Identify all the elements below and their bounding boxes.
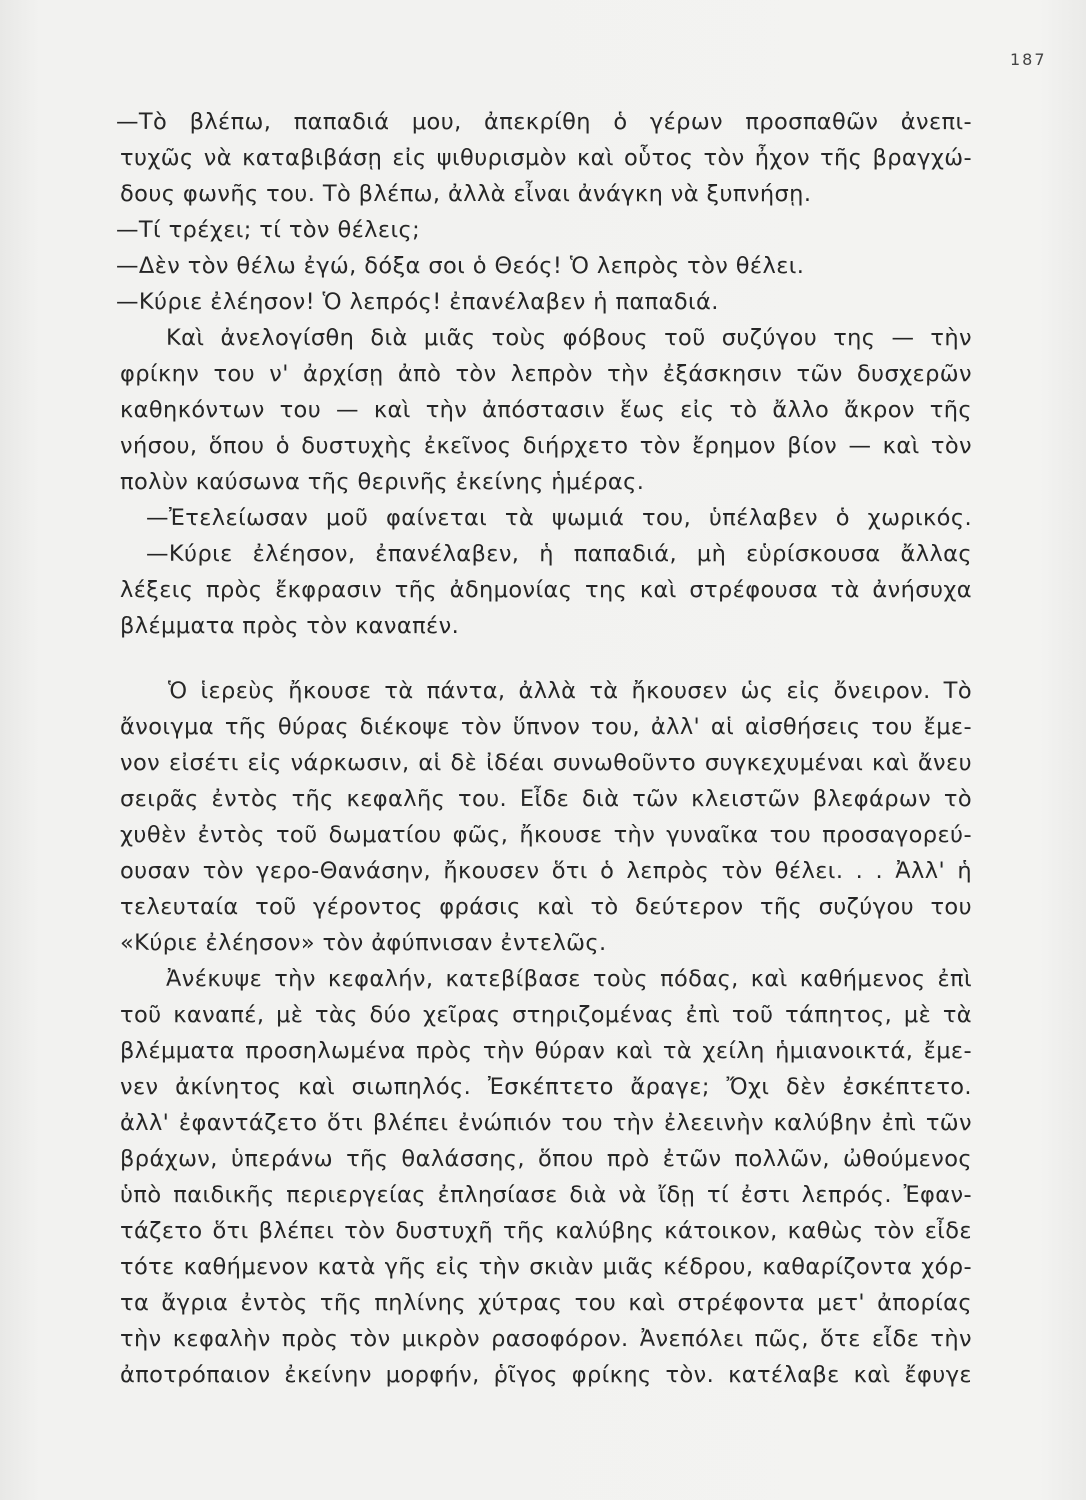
text-line: τυχῶς νὰ καταβιβάσῃ εἰς ψιθυρισμὸν καὶ οὗτος τὸν ἦχον τῆς βραγχώ- (120, 145, 972, 171)
text-line: καθηκόντων του — καὶ τὴν ἀπόστασιν ἕως εἰς τὸ ἄλλο ἄκρον τῆς (120, 397, 972, 423)
text-line: τότε καθήμενον κατὰ γῆς εἰς τὴν σκιὰν μιᾶς κέδρου, καθαρίζοντα χόρ- (120, 1254, 972, 1280)
text-line: τα ἄγρια ἐντὸς τῆς πηλίνης χύτρας του καὶ στρέφοντα μετ' ἀπορίας (120, 1290, 972, 1316)
text-line: πολὺν καύσωνα τῆς θερινῆς ἐκείνης ἡμέρας. (120, 469, 645, 495)
page-number: 187 (1010, 50, 1047, 69)
text-line: ἀποτρόπαιον ἐκείνην μορφήν, ῥῖγος φρίκης τὸν. κατέλαβε καὶ ἔφυγε (120, 1362, 972, 1388)
text-line: βλέμματα προσηλωμένα πρὸς τὴν θύραν καὶ τὰ χείλη ἡμιανοικτά, ἔμε- (120, 1038, 972, 1064)
text-line: τάζετο ὅτι βλέπει τὸν δυστυχῆ τῆς καλύβης κάτοικον, καθὼς τὸν εἶδε (120, 1218, 972, 1244)
text-line: χυθὲν ἐντὸς τοῦ δωματίου φῶς, ἤκουσε τὴν γυναῖκα του προσαγορεύ- (120, 822, 972, 848)
text-line: Καὶ ἀνελογίσθη διὰ μιᾶς τοὺς φόβους τοῦ συζύγου της — τὴν (166, 325, 972, 351)
text-line: νεν ἀκίνητος καὶ σιωπηλός. Ἐσκέπτετο ἄραγε; Ὄχι δὲν ἐσκέπτετο. (120, 1074, 972, 1100)
text-line: —Ἐτελείωσαν μοῦ φαίνεται τὰ ψωμιά του, ὑπέλαβεν ὁ χωρικός. (146, 505, 972, 531)
text-line: τὴν κεφαλὴν πρὸς τὸν μικρὸν ρασοφόρον. Ἀνεπόλει πῶς, ὅτε εἶδε τὴν (120, 1326, 972, 1352)
text-line: Ἀνέκυψε τὴν κεφαλήν, κατεβίβασε τοὺς πόδας, καὶ καθήμενος ἐπὶ (166, 966, 972, 992)
text-line: ἄνοιγμα τῆς θύρας διέκοψε τὸν ὕπνον του, ἀλλ' αἱ αἰσθήσεις του ἔμε- (120, 714, 972, 740)
text-line: βλέμματα πρὸς τὸν καναπέν. (120, 613, 460, 639)
text-line: φρίκην του ν' ἀρχίσῃ ἀπὸ τὸν λεπρὸν τὴν ἐξάσκησιν τῶν δυσχερῶν (120, 361, 972, 387)
text-line: δους φωνῆς του. Τὸ βλέπω, ἀλλὰ εἶναι ἀνάγκη νὰ ξυπνήσῃ. (120, 181, 812, 207)
text-line: —Δὲν τὸν θέλω ἐγώ, δόξα σοι ὁ Θεός! Ὁ λεπρὸς τὸν θέλει. (116, 253, 805, 279)
text-line: νον εἰσέτι εἰς νάρκωσιν, αἱ δὲ ἰδέαι συνωθοῦντο συγκεχυμέναι καὶ ἄνευ (120, 750, 972, 776)
text-line: «Κύριε ἐλέησον» τὸν ἀφύπνισαν ἐντελῶς. (120, 930, 607, 956)
text-line: Ὁ ἱερεὺς ἤκουσε τὰ πάντα, ἀλλὰ τὰ ἤκουσεν ὡς εἰς ὄνειρον. Τὸ (168, 678, 972, 704)
text-line: —Τὸ βλέπω, παπαδιά μου, ἀπεκρίθη ὁ γέρων προσπαθῶν ἀνεπι- (116, 109, 972, 135)
text-line: τελευταία τοῦ γέροντος φράσις καὶ τὸ δεύτερον τῆς συζύγου του (120, 894, 972, 920)
text-line: ἀλλ' ἐφαντάζετο ὅτι βλέπει ἐνώπιόν του τὴν ἐλεεινὴν καλύβην ἐπὶ τῶν (120, 1110, 972, 1136)
text-line: —Κύριε ἐλέησον! Ὁ λεπρός! ἐπανέλαβεν ἡ παπαδιά. (116, 289, 719, 315)
text-line: λέξεις πρὸς ἔκφρασιν τῆς ἀδημονίας της καὶ στρέφουσα τὰ ἀνήσυχα (120, 577, 972, 603)
text-line: —Τί τρέχει; τί τὸν θέλεις; (116, 217, 421, 243)
text-line: —Κύριε ἐλέησον, ἐπανέλαβεν, ἡ παπαδιά, μὴ εὑρίσκουσα ἄλλας (146, 541, 972, 567)
text-line: βράχων, ὑπεράνω τῆς θαλάσσης, ὅπου πρὸ ἐτῶν πολλῶν, ὠθούμενος (120, 1146, 972, 1172)
text-line: νήσου, ὅπου ὁ δυστυχὴς ἐκεῖνος διήρχετο τὸν ἔρημον βίον — καὶ τὸν (120, 433, 972, 459)
text-line: ουσαν τὸν γερο-Θανάσην, ἤκουσεν ὅτι ὁ λεπρὸς τὸν θέλει. . . Ἀλλ' ἡ (120, 858, 972, 884)
text-line: σειρᾶς ἐντὸς τῆς κεφαλῆς του. Εἶδε διὰ τῶν κλειστῶν βλεφάρων τὸ (120, 786, 972, 812)
text-line: τοῦ καναπέ, μὲ τὰς δύο χεῖρας στηριζομένας ἐπὶ τοῦ τάπητος, μὲ τὰ (120, 1002, 972, 1028)
text-line: ὑπὸ παιδικῆς περιεργείας ἐπλησίασε διὰ νὰ ἴδῃ τί ἐστι λεπρός. Ἐφαν- (120, 1182, 972, 1208)
